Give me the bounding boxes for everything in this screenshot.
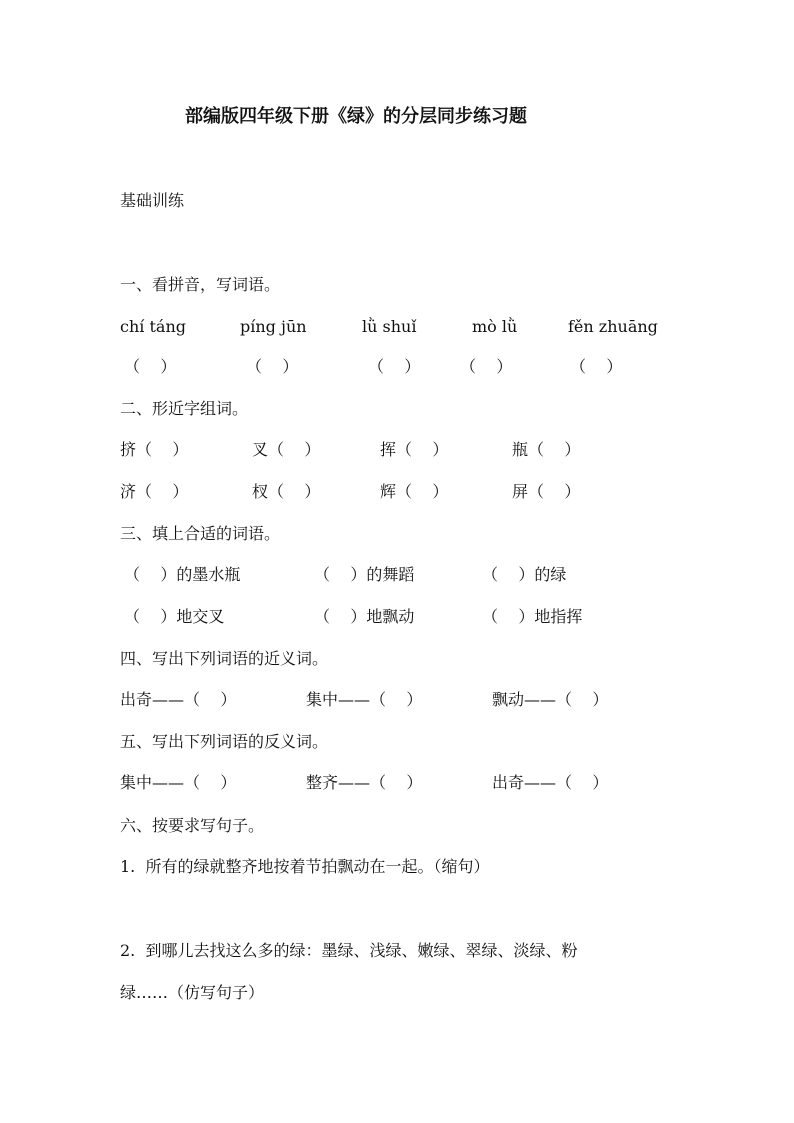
word-group-item[interactable]: 济（ ） [120, 482, 189, 501]
word-group-item[interactable]: 瓶（ ） [512, 440, 581, 459]
pinyin-4: mò lǜ [472, 317, 518, 336]
word-group-item[interactable]: 屏（ ） [512, 482, 581, 501]
fill-item[interactable]: （ ）的舞蹈 [314, 565, 415, 584]
pinyin-5: fěn zhuāng [568, 317, 658, 336]
fill-item[interactable]: （ ）的绿 [482, 565, 567, 584]
q5-heading: 五、写出下列词语的反义词。 [120, 732, 329, 751]
synonym-item[interactable]: 飘动——（ ） [492, 690, 609, 709]
page-title: 部编版四年级下册《绿》的分层同步练习题 [185, 106, 527, 127]
answer-blank[interactable]: （ ） [124, 357, 177, 376]
pinyin-3: lǜ shuǐ [362, 317, 417, 336]
q6-item-1: 1. 所有的绿就整齐地按着节拍飘动在一起。（缩句） [120, 857, 490, 876]
antonym-item[interactable]: 出奇——（ ） [492, 773, 609, 792]
q3-heading: 三、填上合适的词语。 [120, 524, 281, 543]
fill-item[interactable]: （ ）地指挥 [482, 607, 583, 626]
answer-blank[interactable]: （ ） [460, 357, 513, 376]
word-group-item[interactable]: 挤（ ） [120, 440, 189, 459]
q6-heading: 六、按要求写句子。 [120, 816, 265, 835]
q6-item-2: 2. 到哪儿去找这么多的绿：墨绿、浅绿、嫩绿、翠绿、淡绿、粉 [120, 941, 578, 960]
answer-blank[interactable]: （ ） [368, 357, 421, 376]
answer-blank[interactable]: （ ） [246, 357, 299, 376]
pinyin-1: chí táng [120, 317, 186, 336]
pinyin-2: píng jūn [240, 317, 307, 336]
synonym-item[interactable]: 出奇——（ ） [120, 690, 237, 709]
synonym-item[interactable]: 集中——（ ） [306, 690, 423, 709]
antonym-item[interactable]: 整齐——（ ） [306, 773, 423, 792]
fill-item[interactable]: （ ）的墨水瓶 [124, 565, 241, 584]
word-group-item[interactable]: 叉（ ） [252, 440, 321, 459]
word-group-item[interactable]: 杈（ ） [252, 482, 321, 501]
q2-heading: 二、形近字组词。 [120, 399, 249, 418]
q1-heading: 一、看拼音，写词语。 [120, 275, 281, 294]
fill-item[interactable]: （ ）地交叉 [124, 607, 225, 626]
section-label: 基础训练 [120, 191, 185, 210]
q4-heading: 四、写出下列词语的近义词。 [120, 649, 329, 668]
antonym-item[interactable]: 集中——（ ） [120, 773, 237, 792]
q6-item-2-cont: 绿……（仿写句子） [120, 983, 265, 1002]
word-group-item[interactable]: 挥（ ） [380, 440, 449, 459]
fill-item[interactable]: （ ）地飘动 [314, 607, 415, 626]
answer-blank[interactable]: （ ） [570, 357, 623, 376]
word-group-item[interactable]: 辉（ ） [380, 482, 449, 501]
